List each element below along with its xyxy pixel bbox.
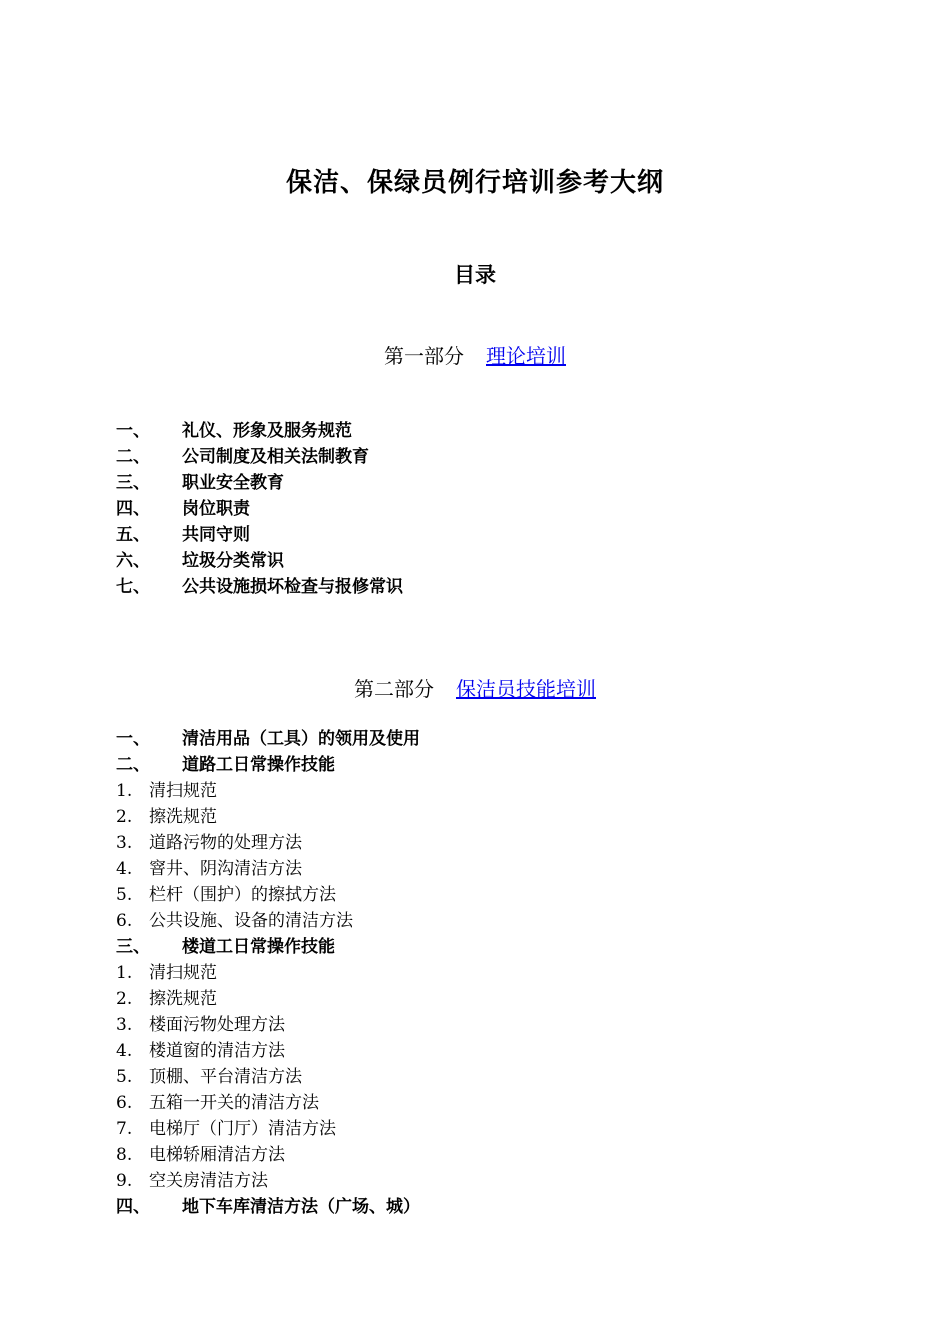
item-text: 电梯轿厢清洁方法 — [149, 1145, 285, 1165]
part-2-list — [116, 726, 420, 1220]
item-number: 9. — [116, 1171, 133, 1191]
part-1-heading — [0, 340, 950, 369]
item-number: 一、 — [116, 421, 150, 441]
item-number: 3. — [116, 833, 133, 853]
list-item — [116, 1064, 420, 1090]
item-number: 6. — [116, 911, 133, 931]
item-text: 五箱一开关的清洁方法 — [149, 1093, 319, 1113]
part-2-label: 第二部分 — [354, 677, 434, 701]
item-text: 擦洗规范 — [149, 807, 217, 827]
list-item — [116, 1142, 420, 1168]
item-text: 地下车库清洁方法（广场、城） — [182, 1197, 420, 1217]
list-item — [116, 522, 403, 548]
item-text: 公司制度及相关法制教育 — [182, 447, 369, 467]
list-item — [116, 752, 420, 778]
list-item — [116, 960, 420, 986]
item-text: 栏杆（围护）的擦拭方法 — [149, 885, 336, 905]
item-text: 空关房清洁方法 — [149, 1171, 268, 1191]
item-number: 5. — [116, 1067, 133, 1087]
part-1-label: 第一部分 — [384, 344, 464, 368]
list-item — [116, 444, 403, 470]
item-number: 4. — [116, 859, 133, 879]
item-text: 清扫规范 — [149, 963, 217, 983]
list-item — [116, 1116, 420, 1142]
item-number: 四、 — [116, 499, 150, 519]
item-text: 窨井、阴沟清洁方法 — [149, 859, 302, 879]
item-number: 二、 — [116, 755, 150, 775]
item-number: 三、 — [116, 937, 150, 957]
list-item — [116, 856, 420, 882]
item-number: 一、 — [116, 729, 150, 749]
item-number: 四、 — [116, 1197, 150, 1217]
part-1-list — [116, 418, 403, 600]
item-text: 礼仪、形象及服务规范 — [182, 421, 352, 441]
list-item — [116, 470, 403, 496]
item-text: 岗位职责 — [182, 499, 250, 519]
item-text: 顶棚、平台清洁方法 — [149, 1067, 302, 1087]
item-number: 3. — [116, 1015, 133, 1035]
item-number: 2. — [116, 807, 133, 827]
list-item — [116, 804, 420, 830]
item-text: 共同守则 — [182, 525, 250, 545]
item-number: 三、 — [116, 473, 150, 493]
list-item — [116, 418, 403, 444]
list-item — [116, 1168, 420, 1194]
item-number: 5. — [116, 885, 133, 905]
list-item — [116, 1012, 420, 1038]
item-number: 4. — [116, 1041, 133, 1061]
list-item — [116, 548, 403, 574]
list-item — [116, 934, 420, 960]
item-number: 8. — [116, 1145, 133, 1165]
list-item — [116, 496, 403, 522]
item-text: 清洁用品（工具）的领用及使用 — [182, 729, 420, 749]
item-text: 公共设施损坏检查与报修常识 — [182, 577, 403, 597]
list-item — [116, 1090, 420, 1116]
item-number: 六、 — [116, 551, 150, 571]
part-2-link[interactable]: 保洁员技能培训 — [456, 677, 596, 701]
item-number: 七、 — [116, 577, 150, 597]
list-item — [116, 726, 420, 752]
toc-heading: 目录 — [454, 263, 496, 287]
list-item — [116, 1194, 420, 1220]
item-number: 2. — [116, 989, 133, 1009]
item-number: 6. — [116, 1093, 133, 1113]
item-text: 公共设施、设备的清洁方法 — [149, 911, 353, 931]
item-text: 道路污物的处理方法 — [149, 833, 302, 853]
item-text: 电梯厅（门厅）清洁方法 — [149, 1119, 336, 1139]
item-text: 清扫规范 — [149, 781, 217, 801]
list-item — [116, 986, 420, 1012]
list-item — [116, 1038, 420, 1064]
item-number: 1. — [116, 781, 133, 801]
list-item — [116, 574, 403, 600]
document-title: 保洁、保绿员例行培训参考大纲 — [285, 168, 664, 198]
item-number: 二、 — [116, 447, 150, 467]
item-text: 道路工日常操作技能 — [182, 755, 335, 775]
item-number: 1. — [116, 963, 133, 983]
item-number: 五、 — [116, 525, 150, 545]
list-item — [116, 830, 420, 856]
item-text: 垃圾分类常识 — [182, 551, 284, 571]
item-text: 楼道工日常操作技能 — [182, 937, 335, 957]
part-2-heading — [0, 673, 950, 702]
item-text: 职业安全教育 — [182, 473, 284, 493]
list-item — [116, 778, 420, 804]
item-number: 7. — [116, 1119, 133, 1139]
item-text: 擦洗规范 — [149, 989, 217, 1009]
list-item — [116, 882, 420, 908]
item-text: 楼面污物处理方法 — [149, 1015, 285, 1035]
item-text: 楼道窗的清洁方法 — [149, 1041, 285, 1061]
list-item — [116, 908, 420, 934]
part-1-link[interactable]: 理论培训 — [486, 344, 566, 368]
